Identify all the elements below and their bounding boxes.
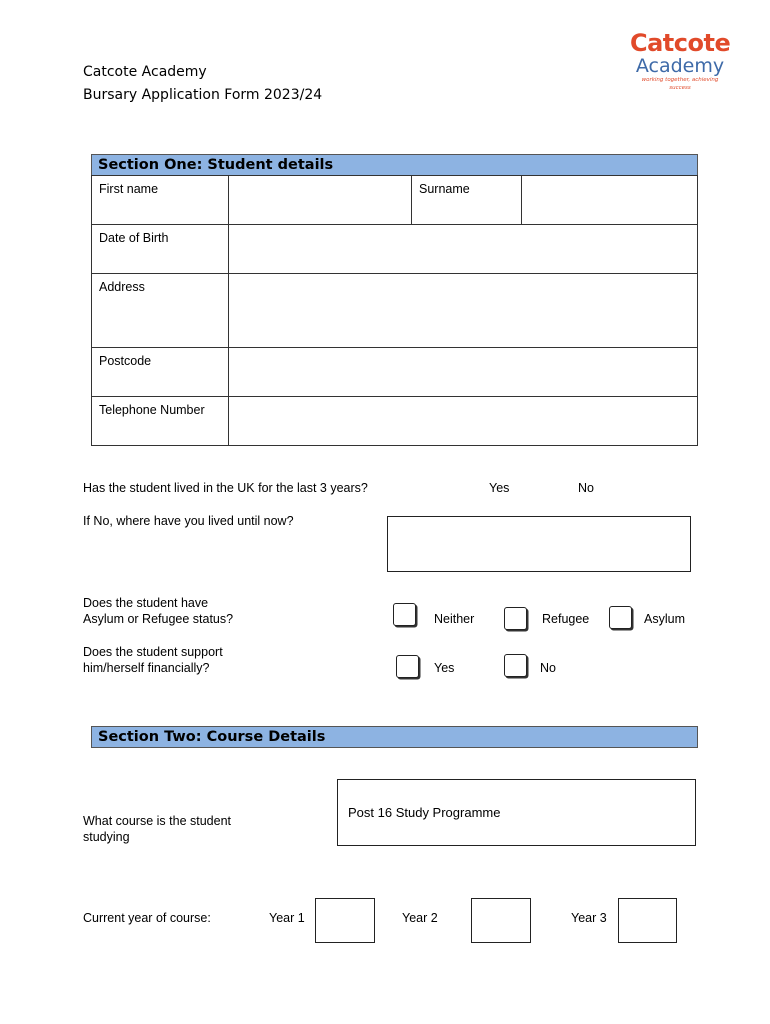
year2-box[interactable] xyxy=(471,898,531,943)
logo-line2: Academy xyxy=(635,55,725,77)
section-two-header: Section Two: Course Details xyxy=(91,726,698,748)
form-title: Bursary Application Form 2023/24 xyxy=(83,87,323,103)
neither-label: Neither xyxy=(434,612,475,626)
asylum-checkbox[interactable] xyxy=(609,606,632,629)
address-label: Address xyxy=(92,274,229,348)
support-yes-label: Yes xyxy=(434,661,455,675)
neither-checkbox[interactable] xyxy=(393,603,416,626)
logo-line1: Catcote xyxy=(630,29,731,57)
student-details-table xyxy=(91,175,698,446)
support-question-line2: him/herself financially? xyxy=(83,661,210,675)
uk-yes-option[interactable]: Yes xyxy=(489,481,510,495)
postcode-field[interactable] xyxy=(229,348,698,397)
support-no-label: No xyxy=(540,661,556,675)
support-question-line1: Does the student support xyxy=(83,645,223,659)
dob-field[interactable] xyxy=(229,225,698,274)
surname-label: Surname xyxy=(412,176,522,225)
course-value: Post 16 Study Programme xyxy=(348,805,501,820)
dob-label: Date of Birth xyxy=(92,225,229,274)
where-lived-field[interactable] xyxy=(387,516,691,572)
address-field[interactable] xyxy=(229,274,698,348)
telephone-label: Telephone Number xyxy=(92,397,229,446)
year3-box[interactable] xyxy=(618,898,677,943)
year1-box[interactable] xyxy=(315,898,375,943)
year1-label: Year 1 xyxy=(269,911,305,925)
school-name: Catcote Academy xyxy=(83,64,207,80)
year-question: Current year of course: xyxy=(83,911,211,925)
postcode-label: Postcode xyxy=(92,348,229,397)
uk-no-option[interactable]: No xyxy=(578,481,594,495)
asylum-question-line1: Does the student have xyxy=(83,596,209,610)
refugee-checkbox[interactable] xyxy=(504,607,527,630)
year2-label: Year 2 xyxy=(402,911,438,925)
uk-residency-question: Has the student lived in the UK for the last 3 years? xyxy=(83,481,368,495)
course-question-line2: studying xyxy=(83,830,130,844)
course-field[interactable] xyxy=(337,779,696,846)
where-lived-question: If No, where have you lived until now? xyxy=(83,514,294,528)
support-yes-checkbox[interactable] xyxy=(396,655,419,678)
course-question-line1: What course is the student xyxy=(83,814,231,828)
asylum-question-line2: Asylum or Refugee status? xyxy=(83,612,234,626)
surname-field[interactable] xyxy=(522,176,698,225)
logo-tagline: working together, achieving success xyxy=(641,77,719,91)
year3-label: Year 3 xyxy=(571,911,607,925)
first-name-field[interactable] xyxy=(229,176,412,225)
asylum-label: Asylum xyxy=(644,612,685,626)
refugee-label: Refugee xyxy=(542,612,590,626)
telephone-field[interactable] xyxy=(229,397,698,446)
academy-logo xyxy=(630,30,730,92)
section-one-header: Section One: Student details xyxy=(91,154,698,176)
first-name-label: First name xyxy=(92,176,229,225)
support-no-checkbox[interactable] xyxy=(504,654,527,677)
